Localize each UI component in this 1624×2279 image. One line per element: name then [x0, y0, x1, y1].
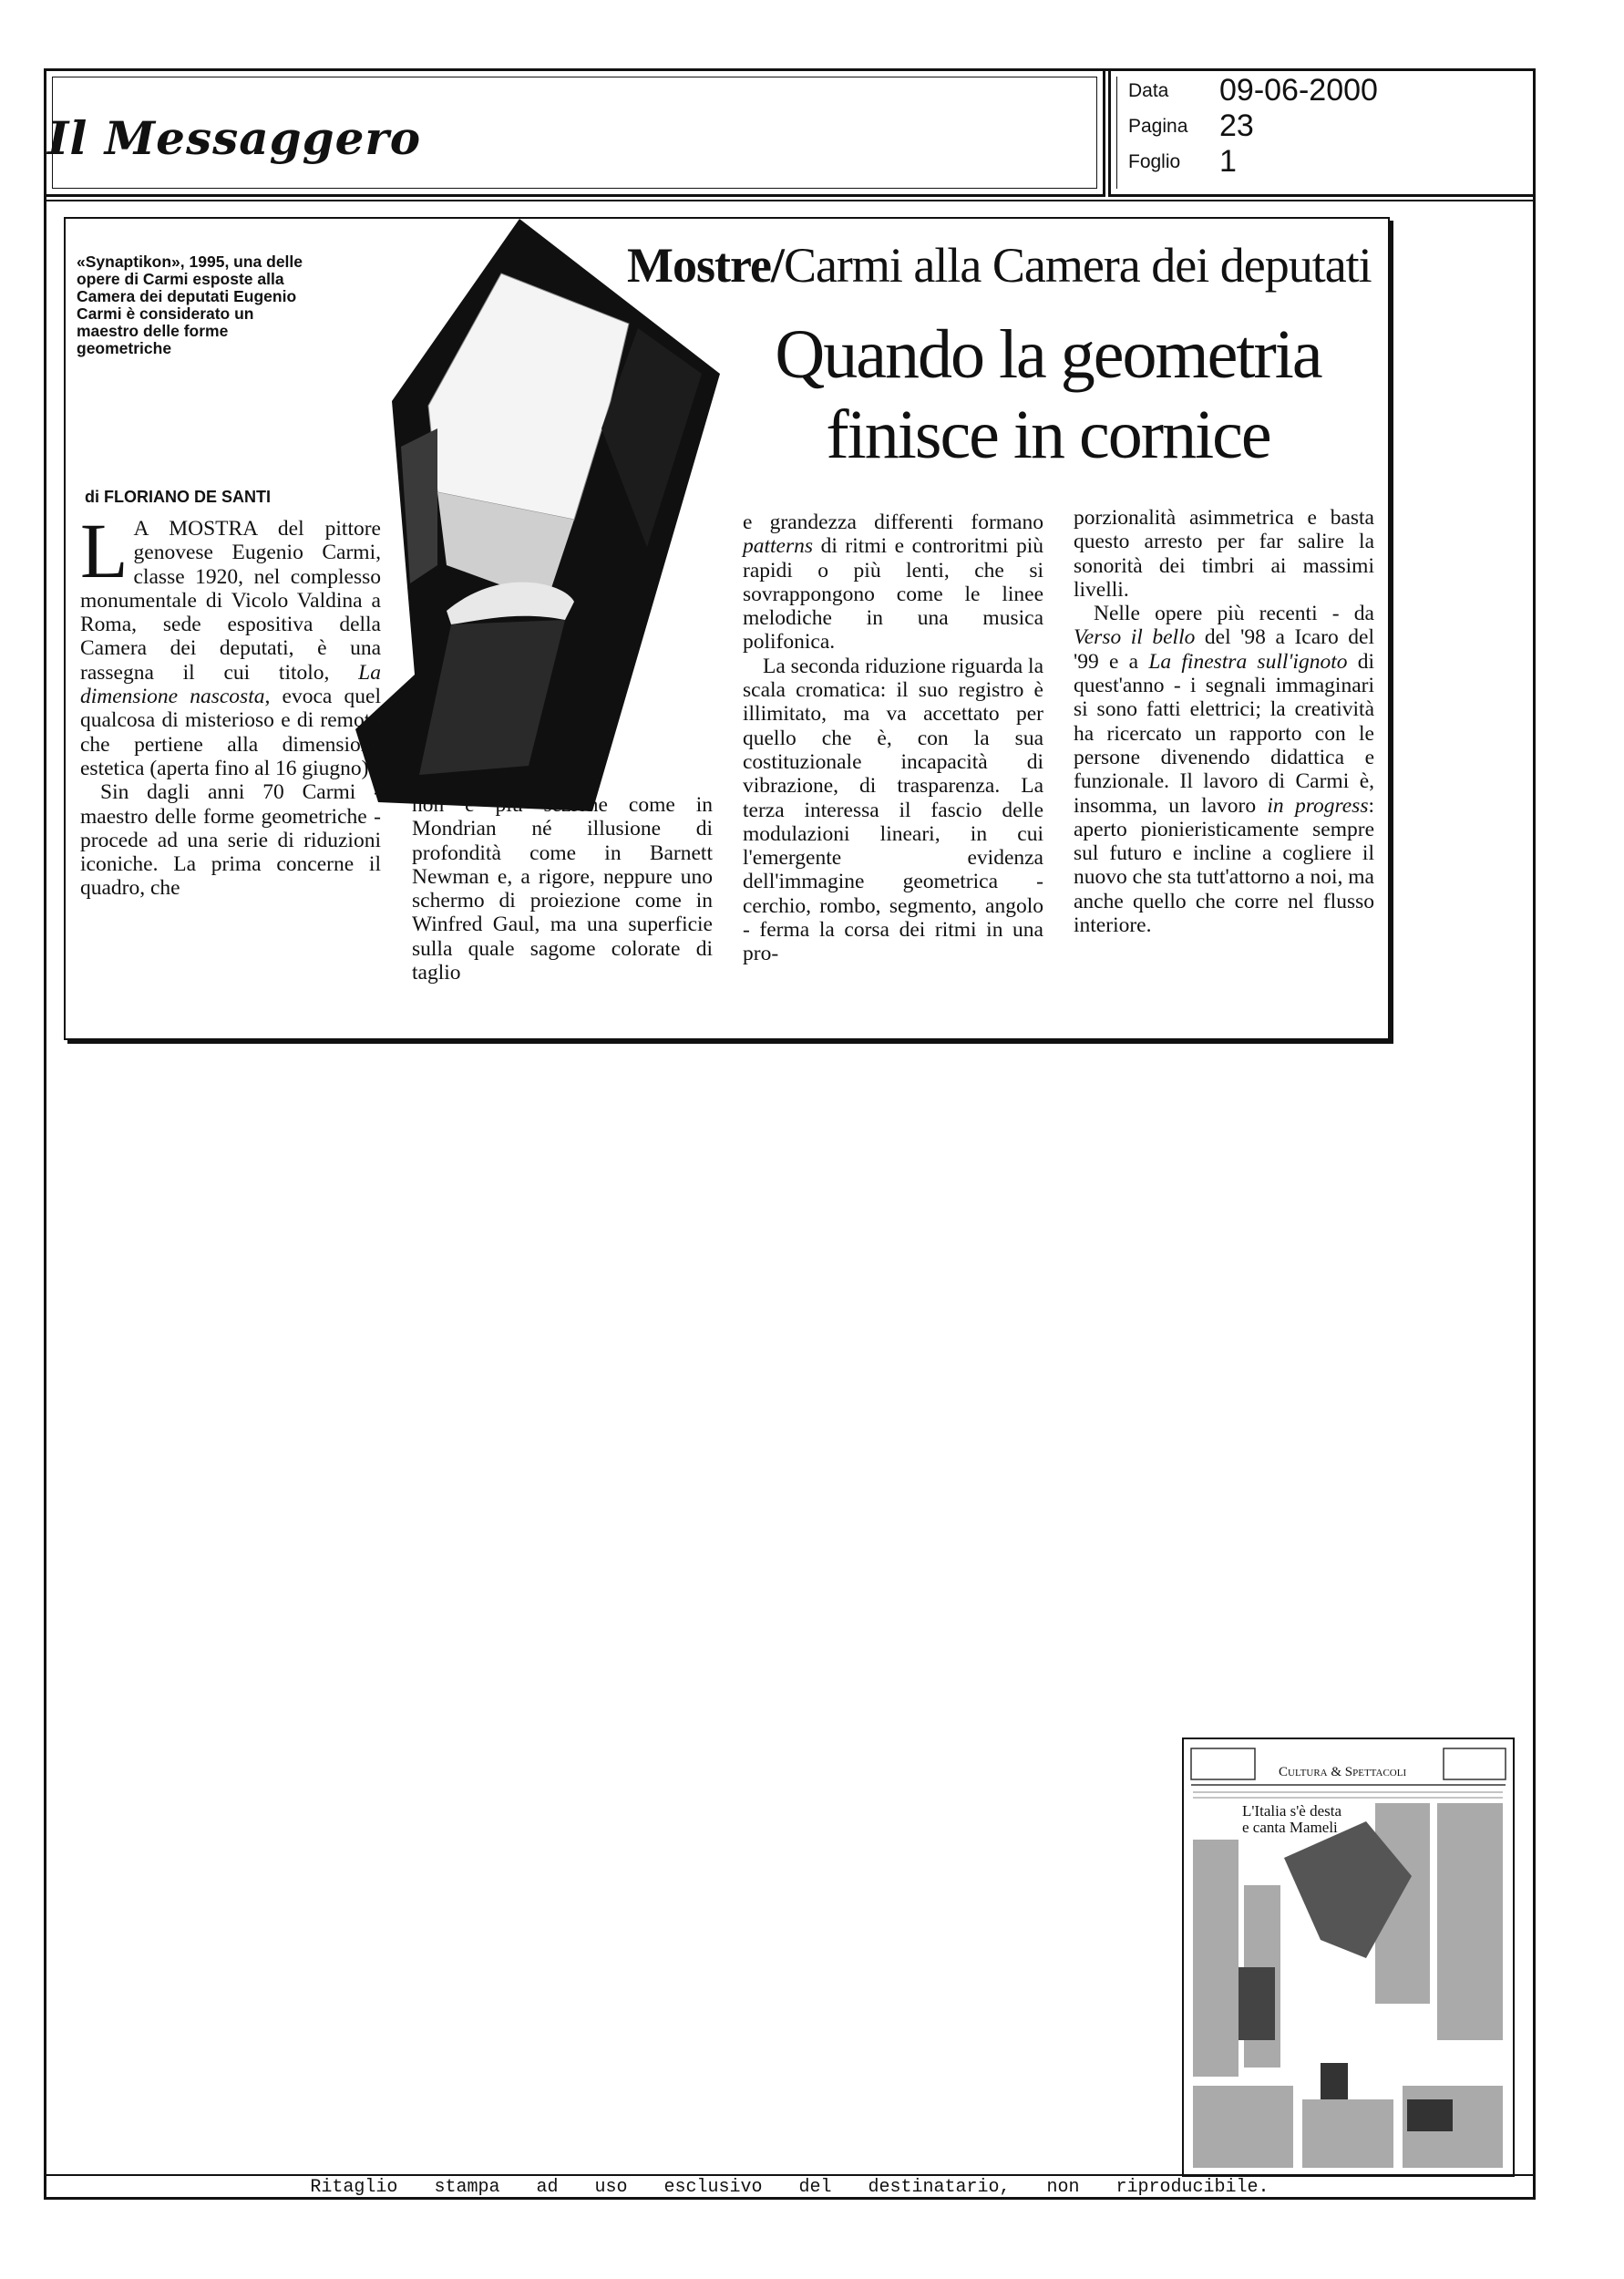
paragraph: di ritmi e controritmi più rapidi o più lenti, che si sovrappongono come le linee melodiche in una musica polifonica. — [743, 534, 1043, 655]
paragraph: La seconda riduzione riguarda la scala cromatica: il suo registro è illimitato, ma va accettato per quello che è, con la sua costituzionale incapacità di vibrazione, di trasparenza. La terza interessa il fascio delle modulazioni lineari, in cui l'emergente evidenza dell'immagine geometrica - cerchio, rombo, segmento, angolo - ferma la corsa dei ritmi in una pro- — [743, 654, 1043, 966]
paragraph: porzionalità asimmetrica e basta questo arresto per far salire la sonorità dei timbri ai massimi livelli. — [1074, 506, 1374, 602]
thumbnail-layout — [1184, 1739, 1513, 2175]
data-value: 09-06-2000 — [1219, 73, 1378, 108]
article-column-2 — [412, 793, 713, 985]
thumbnail-headline-line: e canta Mameli — [1242, 1819, 1338, 1836]
paragraph: : aperto pionieristicamente sempre sul futuro e incline a cogliere il nuovo che sta tutt'attorno a noi, ma anche quello che corre nel flusso interiore. — [1074, 793, 1375, 938]
article-column-4 — [1074, 506, 1374, 937]
footer-notice: Ritaglio stampa ad uso esclusivo del destinatario, non riproducibile. — [310, 2177, 1269, 2198]
article-kicker — [627, 237, 1372, 294]
data-label: Data — [1128, 80, 1169, 101]
image-caption: «Synaptikon», 1995, una delle opere di Carmi esposte alla Camera dei deputati Eugenio Carmi è considerato un maestro delle forme geometriche — [77, 253, 303, 357]
drop-cap: L — [80, 507, 128, 594]
italic-term: patterns — [743, 534, 814, 559]
article-shadow — [1390, 221, 1393, 1044]
paragraph: e grandezza differenti formano — [743, 510, 1043, 534]
work-title: Verso il bello — [1074, 625, 1196, 650]
thumbnail-headline-line: L'Italia s'è desta — [1242, 1802, 1342, 1820]
newspaper-masthead: Il Messaggero — [47, 111, 422, 165]
article-column-1 — [80, 507, 381, 901]
headline-line-1: Quando la geometria — [775, 316, 1321, 393]
thumbnail-section: Cultura & Spettacoli — [1279, 1765, 1407, 1779]
work-title: La finestra sull'ignoto — [1148, 649, 1348, 674]
kicker-topic: Carmi alla Camera dei deputati — [783, 238, 1372, 293]
paragraph: Nelle opere più recenti - da — [1094, 602, 1374, 626]
article-shadow — [67, 1040, 1393, 1044]
footer-divider — [44, 2174, 1536, 2176]
article-headline — [720, 315, 1376, 475]
pagina-label: Pagina — [1128, 116, 1188, 137]
paragraph: non è più sezione come in Mondrian né illusione di profondità come in Barnett Newman e, a rigore, neppure uno schermo di proiezione come in Winfred Gaul, ma una superficie sulla quale sagome colorate di taglio — [412, 793, 713, 985]
pagina-value: 23 — [1219, 108, 1254, 143]
headline-line-2: finisce in cornice — [826, 397, 1270, 473]
kicker-section: Mostre/ — [627, 238, 784, 293]
paragraph: , evoca quel qualcosa di misterioso e di remoto che pertiene alla dimensione estetica (aperta fino al 16 giugno). — [80, 685, 381, 780]
paragraph: del '98 a Icaro del '99 e a — [1074, 625, 1374, 674]
italic-term: in progress — [1267, 793, 1369, 818]
page-thumbnail — [1182, 1738, 1515, 2177]
paragraph: Sin dagli anni 70 Carmi - maestro delle forme geometriche - procede ad una serie di riduzioni iconiche. La prima concerne il quadro, che — [80, 780, 381, 901]
thumbnail-headline — [1242, 1803, 1341, 1836]
byline: di FLORIANO DE SANTI — [85, 488, 271, 506]
header-divider — [44, 200, 1536, 201]
exhibition-title: La dimensione nascosta — [80, 660, 381, 709]
article-column-3 — [743, 510, 1043, 966]
foglio-value: 1 — [1219, 144, 1237, 179]
paragraph: di quest'anno - i segnali immaginari si sono fatti elettrici; la creatività ha ricercato un rapporto con le persone divenendo didattica e funzionale. Il lavoro di Carmi è, insomma, un lavoro — [1074, 649, 1375, 818]
foglio-label: Foglio — [1128, 151, 1181, 172]
paragraph: A MOSTRA del pittore genovese Eugenio Carmi, classe 1920, nel complesso monumentale di Vicolo Valdina a Roma, sede espositiva della Camera dei deputati, è una rassegna il cui titolo, — [80, 517, 381, 685]
